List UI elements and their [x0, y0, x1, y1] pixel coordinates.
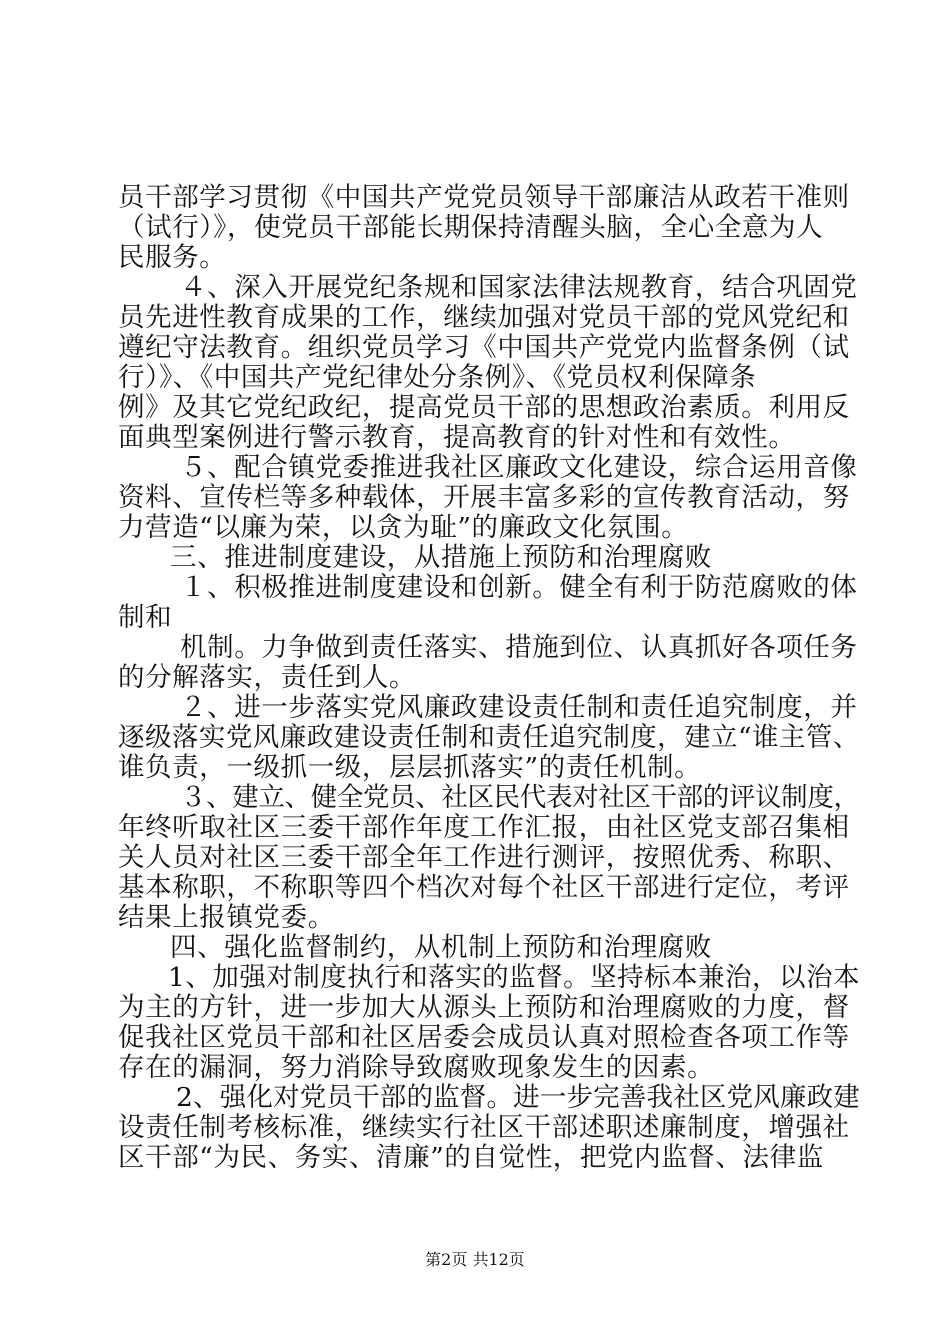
text-line: 遵纪守法教育。组织党员学习《中国共产党党内监督条例（试 [118, 332, 850, 363]
text-line: 力营造“以廉为荣，以贪为耻”的廉政文化氛围。 [118, 512, 689, 543]
text-line: 存在的漏洞，努力消除导致腐败现象发生的因素。 [118, 1052, 715, 1083]
text-line: ５、配合镇党委推进我社区廉政文化建设，综合运用音像 [180, 452, 858, 483]
text-line: 关人员对社区三委干部全年工作进行测评，按照优秀、称职、 [118, 842, 850, 873]
text-line: 员先进性教育成果的工作，继续加强对党员干部的党风党纪和 [118, 302, 850, 333]
text-line: 制和 [118, 602, 173, 633]
text-line: 民服务。 [118, 242, 227, 273]
text-line: 结果上报镇党委。 [118, 902, 335, 933]
text-line: 基本称职，不称职等四个档次对每个社区干部进行定位，考评 [118, 872, 850, 903]
text-line: ４、深入开展党纪条规和国家法律法规教育，结合巩固党 [180, 272, 858, 303]
text-line: 促我社区党员干部和社区居委会成员认真对照检查各项工作等 [118, 1022, 850, 1053]
text-line: ２、进一步落实党风廉政建设责任制和责任追究制度，并 [180, 692, 858, 723]
text-line: 逐级落实党风廉政建设责任制和责任追究制度，建立“谁主管、 [118, 722, 860, 753]
text-line: 设责任制考核标准，继续实行社区干部述职述廉制度，增强社 [118, 1112, 850, 1143]
text-line: 区干部“为民、务实、清廉”的自觉性，把党内监督、法律监 [118, 1142, 824, 1173]
text-line: ３、建立、健全党员、社区民代表对社区干部的评议制度， [180, 782, 860, 813]
text-line: 员干部学习贯彻《中国共产党党员领导干部廉洁从政若干准则 [118, 182, 850, 213]
text-line: 2、强化对党员干部的监督。进一步完善我社区党风廉政建 [176, 1082, 860, 1113]
text-line: 资料、宣传栏等多种载体，开展丰富多彩的宣传教育活动，努 [118, 482, 850, 513]
text-line: １、积极推进制度建设和创新。健全有利于防范腐败的体 [180, 572, 858, 603]
text-line: 机制。力争做到责任落实、措施到位、认真抓好各项任务 [180, 632, 858, 663]
section-heading: 四、强化监督制约，从机制上预防和治理腐败 [170, 932, 712, 963]
text-line: 谁负责，一级抓一级，层层抓落实”的责任机制。 [118, 752, 702, 783]
text-line: 的分解落实，责任到人。 [118, 662, 417, 693]
text-line: 行）》、《中国共产党纪律处分条例》、《党员权利保障条 [118, 362, 757, 393]
text-line: 面典型案例进行警示教育，提高教育的针对性和有效性。 [118, 422, 796, 453]
text-line: 年终听取社区三委干部作年度工作汇报，由社区党支部召集相 [118, 812, 850, 843]
text-line: 1、加强对制度执行和落实的监督。坚持标本兼治，以治本 [168, 962, 860, 993]
text-line: 为主的方针，进一步加大从源头上预防和治理腐败的力度，督 [118, 992, 850, 1023]
page-footer: 第2页 共12页 [425, 1250, 525, 1269]
text-line: 例》及其它党纪政纪，提高党员干部的思想政治素质。利用反 [118, 392, 850, 423]
text-line: （试行）》，使党员干部能长期保持清醒头脑，全心全意为人 [118, 212, 824, 243]
section-heading: 三、推进制度建设，从措施上预防和治理腐败 [170, 542, 712, 573]
